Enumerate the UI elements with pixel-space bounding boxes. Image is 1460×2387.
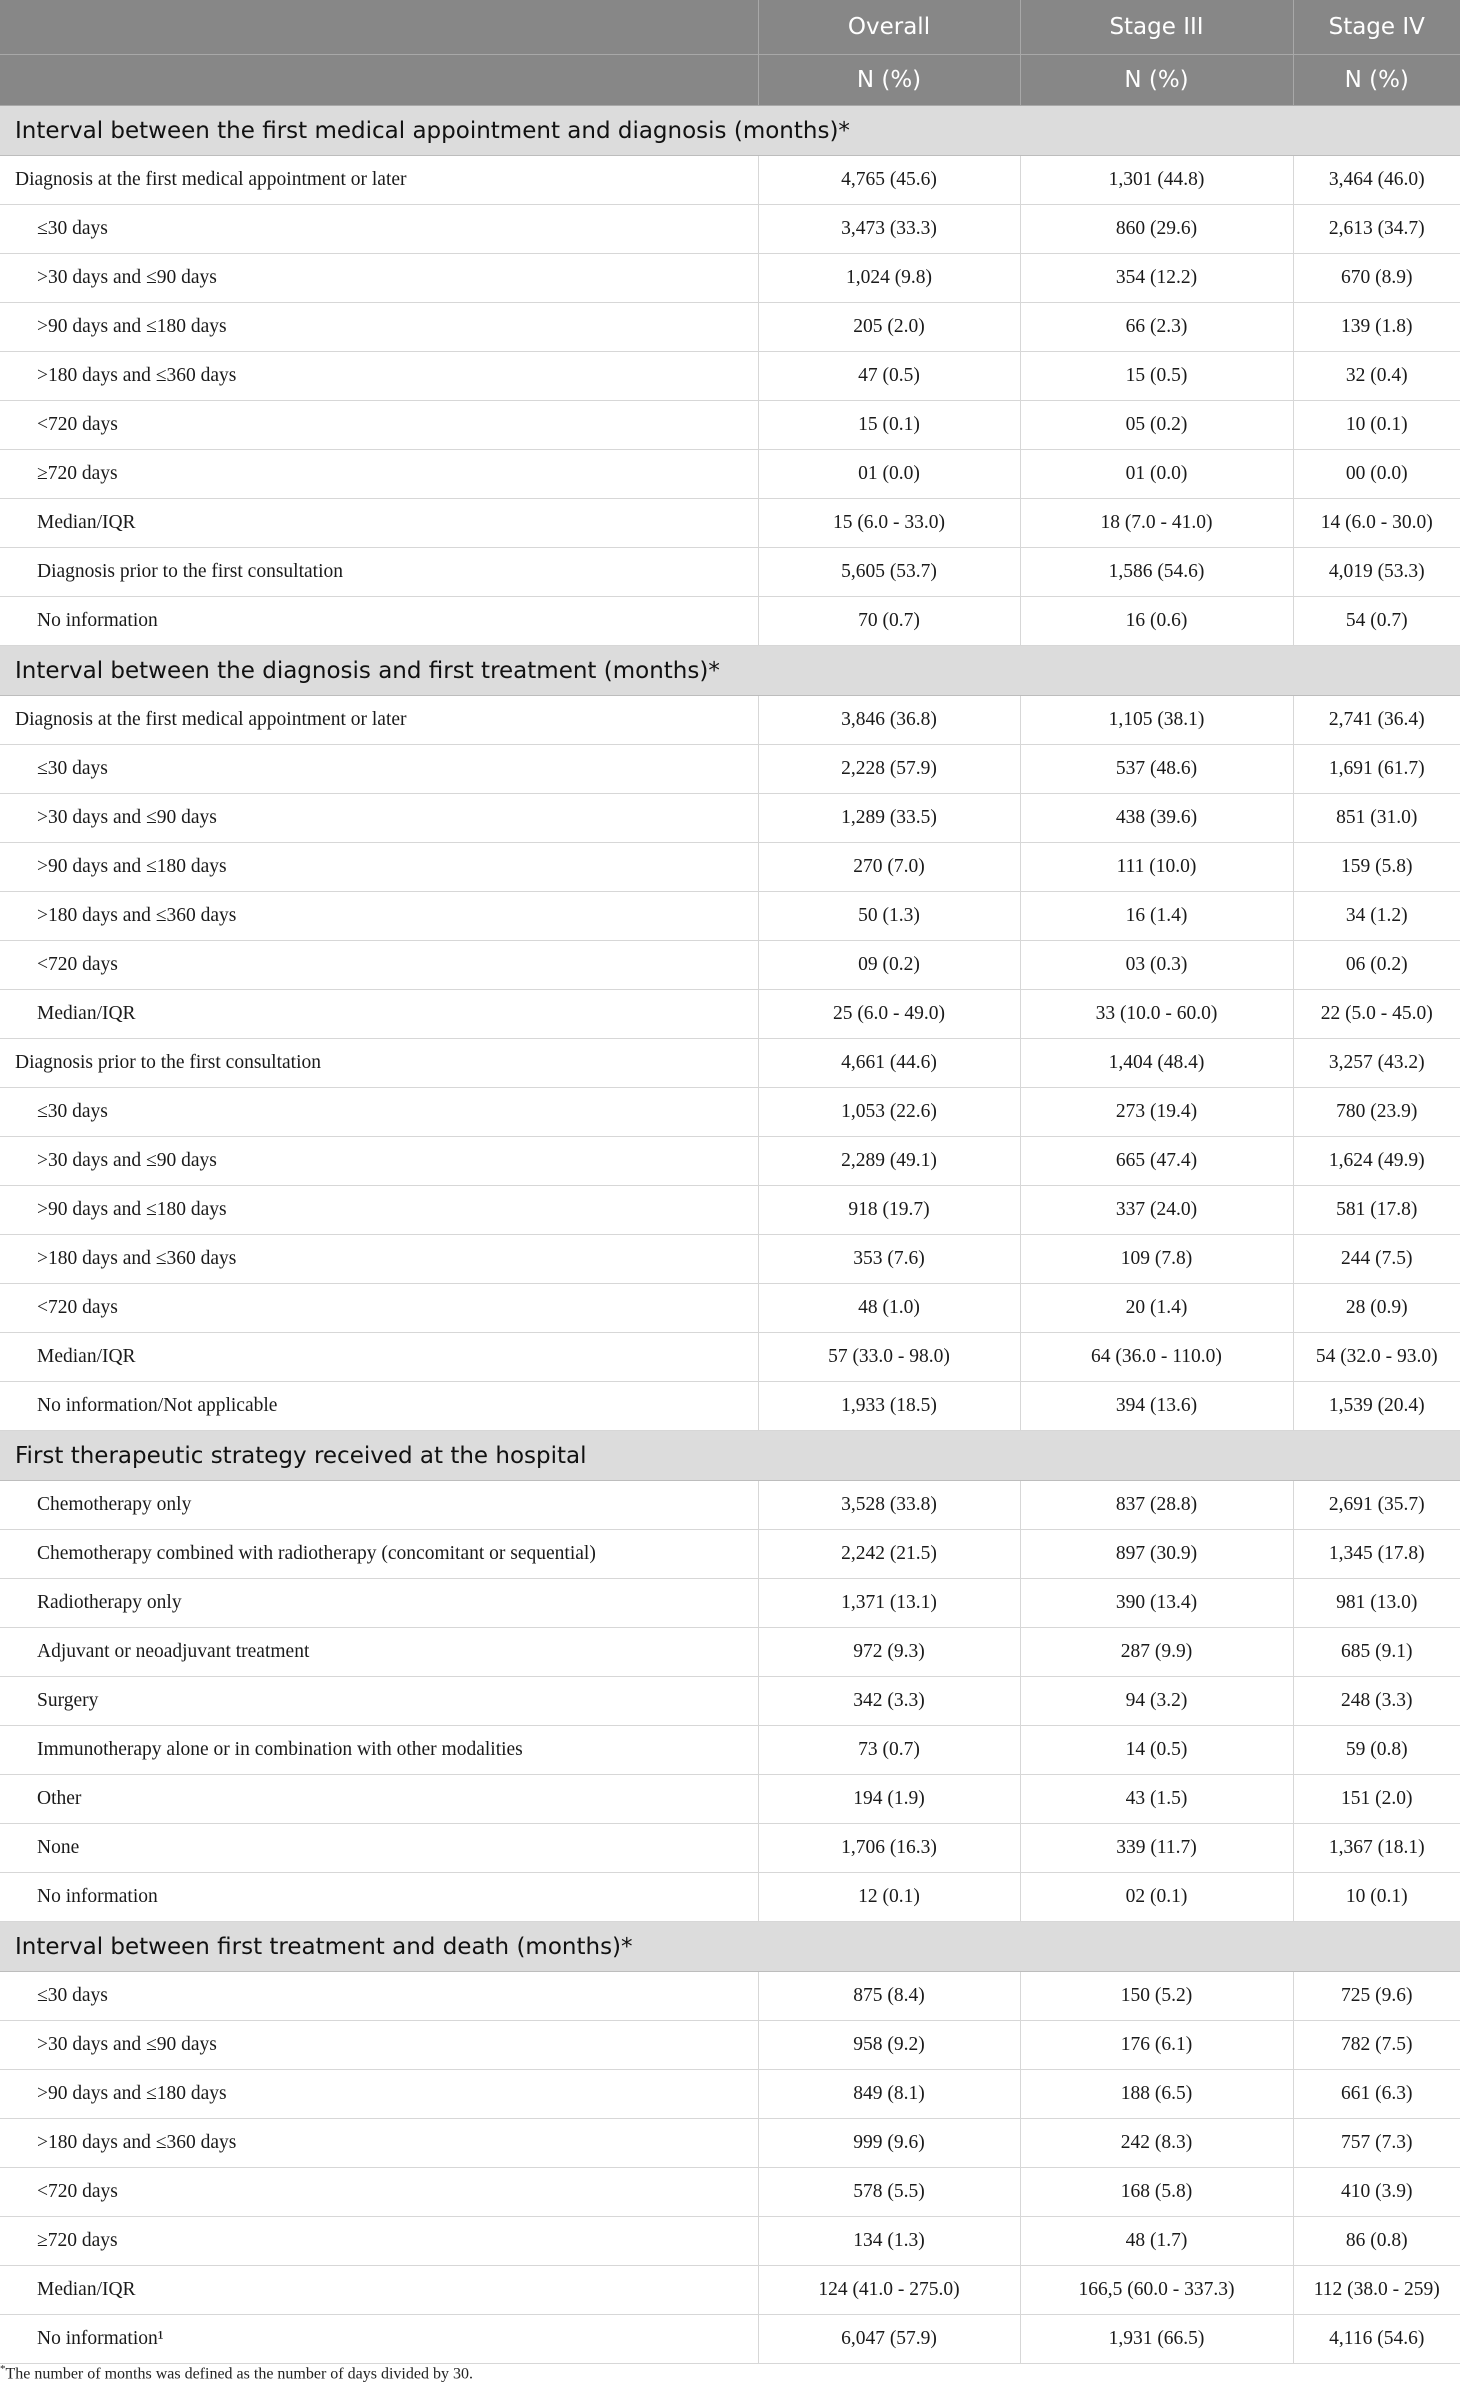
overall-value: 849 (8.1) bbox=[758, 2070, 1020, 2119]
stage-iv-value: 139 (1.8) bbox=[1293, 303, 1460, 352]
overall-value: 4,765 (45.6) bbox=[758, 156, 1020, 205]
overall-value: 270 (7.0) bbox=[758, 843, 1020, 892]
stage-iv-value: 2,691 (35.7) bbox=[1293, 1481, 1460, 1530]
stage-iii-value: 1,105 (38.1) bbox=[1020, 696, 1293, 745]
table-row bbox=[0, 205, 1460, 254]
overall-value: 09 (0.2) bbox=[758, 941, 1020, 990]
row-label: No information bbox=[0, 1873, 758, 1922]
stage-iii-value: 43 (1.5) bbox=[1020, 1775, 1293, 1824]
row-label: None bbox=[0, 1824, 758, 1873]
stage-iii-value: 390 (13.4) bbox=[1020, 1579, 1293, 1628]
header-cell-blank bbox=[0, 0, 758, 55]
row-label: >30 days and ≤90 days bbox=[0, 1137, 758, 1186]
row-label: ≥720 days bbox=[0, 450, 758, 499]
row-label: >180 days and ≤360 days bbox=[0, 2119, 758, 2168]
stage-iii-value: 94 (3.2) bbox=[1020, 1677, 1293, 1726]
row-label: >30 days and ≤90 days bbox=[0, 254, 758, 303]
table-row bbox=[0, 843, 1460, 892]
overall-value: 12 (0.1) bbox=[758, 1873, 1020, 1922]
table-row bbox=[0, 1186, 1460, 1235]
row-label: >90 days and ≤180 days bbox=[0, 843, 758, 892]
stage-iv-value: 3,257 (43.2) bbox=[1293, 1039, 1460, 1088]
row-label: ≥720 days bbox=[0, 2217, 758, 2266]
row-label: Diagnosis prior to the first consultation bbox=[0, 1039, 758, 1088]
stage-iv-value: 10 (0.1) bbox=[1293, 1873, 1460, 1922]
stage-iii-value: 897 (30.9) bbox=[1020, 1530, 1293, 1579]
stage-iii-value: 273 (19.4) bbox=[1020, 1088, 1293, 1137]
stage-iv-value: 00 (0.0) bbox=[1293, 450, 1460, 499]
subheader-overall: N (%) bbox=[758, 55, 1020, 106]
table-row bbox=[0, 450, 1460, 499]
row-label: Immunotherapy alone or in combination with other modalities bbox=[0, 1726, 758, 1775]
overall-value: 6,047 (57.9) bbox=[758, 2315, 1020, 2364]
footnote-marker: * bbox=[0, 2363, 6, 2375]
stage-iii-value: 33 (10.0 - 60.0) bbox=[1020, 990, 1293, 1039]
row-label: Diagnosis at the first medical appointment or later bbox=[0, 696, 758, 745]
overall-value: 3,528 (33.8) bbox=[758, 1481, 1020, 1530]
stage-iv-value: 112 (38.0 - 259) bbox=[1293, 2266, 1460, 2315]
row-label: >180 days and ≤360 days bbox=[0, 352, 758, 401]
overall-value: 958 (9.2) bbox=[758, 2021, 1020, 2070]
table-row bbox=[0, 1137, 1460, 1186]
overall-value: 2,289 (49.1) bbox=[758, 1137, 1020, 1186]
stage-iii-value: 64 (36.0 - 110.0) bbox=[1020, 1333, 1293, 1382]
overall-value: 1,706 (16.3) bbox=[758, 1824, 1020, 1873]
row-label: >30 days and ≤90 days bbox=[0, 2021, 758, 2070]
row-label: ≤30 days bbox=[0, 745, 758, 794]
stage-iii-value: 03 (0.3) bbox=[1020, 941, 1293, 990]
table-row bbox=[0, 156, 1460, 205]
footnote-text: The number of months was defined as the number of days divided by 30. bbox=[5, 2365, 473, 2383]
table-row bbox=[0, 597, 1460, 646]
overall-value: 1,933 (18.5) bbox=[758, 1382, 1020, 1431]
table-row bbox=[0, 1333, 1460, 1382]
stage-iii-value: 1,404 (48.4) bbox=[1020, 1039, 1293, 1088]
row-label: ≤30 days bbox=[0, 1088, 758, 1137]
stage-iii-value: 438 (39.6) bbox=[1020, 794, 1293, 843]
row-label: Median/IQR bbox=[0, 2266, 758, 2315]
stage-iii-value: 66 (2.3) bbox=[1020, 303, 1293, 352]
table-row bbox=[0, 2021, 1460, 2070]
stage-iv-value: 151 (2.0) bbox=[1293, 1775, 1460, 1824]
row-label: Adjuvant or neoadjuvant treatment bbox=[0, 1628, 758, 1677]
stage-iv-value: 2,741 (36.4) bbox=[1293, 696, 1460, 745]
stage-iii-value: 18 (7.0 - 41.0) bbox=[1020, 499, 1293, 548]
row-label: >180 days and ≤360 days bbox=[0, 1235, 758, 1284]
stage-iii-value: 665 (47.4) bbox=[1020, 1137, 1293, 1186]
stage-iv-value: 06 (0.2) bbox=[1293, 941, 1460, 990]
stage-iv-value: 4,019 (53.3) bbox=[1293, 548, 1460, 597]
stage-iv-value: 28 (0.9) bbox=[1293, 1284, 1460, 1333]
overall-value: 57 (33.0 - 98.0) bbox=[758, 1333, 1020, 1382]
table-row bbox=[0, 696, 1460, 745]
table-row bbox=[0, 2217, 1460, 2266]
section-header-row bbox=[0, 1922, 1460, 1972]
stage-iii-value: 1,301 (44.8) bbox=[1020, 156, 1293, 205]
overall-value: 205 (2.0) bbox=[758, 303, 1020, 352]
row-label: Median/IQR bbox=[0, 990, 758, 1039]
overall-value: 50 (1.3) bbox=[758, 892, 1020, 941]
table-row bbox=[0, 745, 1460, 794]
section-header-row bbox=[0, 1431, 1460, 1481]
table-row bbox=[0, 1039, 1460, 1088]
table-row bbox=[0, 1824, 1460, 1873]
table-row bbox=[0, 1726, 1460, 1775]
row-label: Surgery bbox=[0, 1677, 758, 1726]
stage-iii-value: 242 (8.3) bbox=[1020, 2119, 1293, 2168]
stage-iii-value: 394 (13.6) bbox=[1020, 1382, 1293, 1431]
row-label: No information/Not applicable bbox=[0, 1382, 758, 1431]
stage-iv-value: 248 (3.3) bbox=[1293, 1677, 1460, 1726]
stage-iii-value: 168 (5.8) bbox=[1020, 2168, 1293, 2217]
row-label: Other bbox=[0, 1775, 758, 1824]
stage-iv-value: 4,116 (54.6) bbox=[1293, 2315, 1460, 2364]
stage-iii-value: 48 (1.7) bbox=[1020, 2217, 1293, 2266]
stage-iii-value: 188 (6.5) bbox=[1020, 2070, 1293, 2119]
row-label: >90 days and ≤180 days bbox=[0, 2070, 758, 2119]
footnote bbox=[0, 2363, 473, 2383]
stage-iii-value: 339 (11.7) bbox=[1020, 1824, 1293, 1873]
stage-iii-value: 837 (28.8) bbox=[1020, 1481, 1293, 1530]
stage-iv-value: 581 (17.8) bbox=[1293, 1186, 1460, 1235]
overall-value: 15 (6.0 - 33.0) bbox=[758, 499, 1020, 548]
table-row bbox=[0, 303, 1460, 352]
table-body bbox=[0, 106, 1460, 2364]
stage-iii-value: 166,5 (60.0 - 337.3) bbox=[1020, 2266, 1293, 2315]
overall-value: 972 (9.3) bbox=[758, 1628, 1020, 1677]
row-label: ≤30 days bbox=[0, 205, 758, 254]
stage-iii-value: 16 (1.4) bbox=[1020, 892, 1293, 941]
header-stage-iv: Stage IV bbox=[1293, 0, 1460, 55]
stage-iii-value: 02 (0.1) bbox=[1020, 1873, 1293, 1922]
overall-value: 918 (19.7) bbox=[758, 1186, 1020, 1235]
overall-value: 1,371 (13.1) bbox=[758, 1579, 1020, 1628]
stage-iv-value: 159 (5.8) bbox=[1293, 843, 1460, 892]
stage-iv-value: 1,691 (61.7) bbox=[1293, 745, 1460, 794]
overall-value: 73 (0.7) bbox=[758, 1726, 1020, 1775]
stage-iv-value: 32 (0.4) bbox=[1293, 352, 1460, 401]
table-row bbox=[0, 1530, 1460, 1579]
stage-iii-value: 150 (5.2) bbox=[1020, 1972, 1293, 2021]
overall-value: 875 (8.4) bbox=[758, 1972, 1020, 2021]
stage-iii-value: 337 (24.0) bbox=[1020, 1186, 1293, 1235]
overall-value: 4,661 (44.6) bbox=[758, 1039, 1020, 1088]
overall-value: 15 (0.1) bbox=[758, 401, 1020, 450]
stage-iv-value: 2,613 (34.7) bbox=[1293, 205, 1460, 254]
row-label: <720 days bbox=[0, 1284, 758, 1333]
stage-iii-value: 176 (6.1) bbox=[1020, 2021, 1293, 2070]
table-row bbox=[0, 2266, 1460, 2315]
table-row bbox=[0, 352, 1460, 401]
stage-iv-value: 757 (7.3) bbox=[1293, 2119, 1460, 2168]
overall-value: 2,242 (21.5) bbox=[758, 1530, 1020, 1579]
table-row bbox=[0, 941, 1460, 990]
row-label: <720 days bbox=[0, 401, 758, 450]
overall-value: 3,846 (36.8) bbox=[758, 696, 1020, 745]
stage-iv-value: 410 (3.9) bbox=[1293, 2168, 1460, 2217]
table-row bbox=[0, 990, 1460, 1039]
stage-iii-value: 01 (0.0) bbox=[1020, 450, 1293, 499]
table-row bbox=[0, 2070, 1460, 2119]
stage-iv-value: 1,539 (20.4) bbox=[1293, 1382, 1460, 1431]
header-stage-iii: Stage III bbox=[1020, 0, 1293, 55]
stage-iv-value: 3,464 (46.0) bbox=[1293, 156, 1460, 205]
row-label: Diagnosis at the first medical appointment or later bbox=[0, 156, 758, 205]
row-label: Median/IQR bbox=[0, 499, 758, 548]
stage-iv-value: 86 (0.8) bbox=[1293, 2217, 1460, 2266]
stage-iii-value: 109 (7.8) bbox=[1020, 1235, 1293, 1284]
table-row bbox=[0, 1235, 1460, 1284]
stage-iv-value: 10 (0.1) bbox=[1293, 401, 1460, 450]
overall-value: 25 (6.0 - 49.0) bbox=[758, 990, 1020, 1039]
table-row bbox=[0, 1579, 1460, 1628]
stage-iv-value: 782 (7.5) bbox=[1293, 2021, 1460, 2070]
stage-iv-value: 981 (13.0) bbox=[1293, 1579, 1460, 1628]
table-row bbox=[0, 1972, 1460, 2021]
stage-iv-value: 780 (23.9) bbox=[1293, 1088, 1460, 1137]
table-row bbox=[0, 401, 1460, 450]
table-row bbox=[0, 2315, 1460, 2364]
row-label: Chemotherapy combined with radiotherapy (concomitant or sequential) bbox=[0, 1530, 758, 1579]
stage-iii-value: 15 (0.5) bbox=[1020, 352, 1293, 401]
row-label: Radiotherapy only bbox=[0, 1579, 758, 1628]
section-header-row bbox=[0, 106, 1460, 156]
section-title: Interval between the diagnosis and first treatment (months)* bbox=[0, 646, 1460, 696]
stage-iv-value: 22 (5.0 - 45.0) bbox=[1293, 990, 1460, 1039]
overall-value: 134 (1.3) bbox=[758, 2217, 1020, 2266]
section-title: First therapeutic strategy received at the hospital bbox=[0, 1431, 1460, 1481]
stage-iii-value: 1,586 (54.6) bbox=[1020, 548, 1293, 597]
subheader-stage-iii: N (%) bbox=[1020, 55, 1293, 106]
overall-value: 1,289 (33.5) bbox=[758, 794, 1020, 843]
section-title: Interval between the first medical appointment and diagnosis (months)* bbox=[0, 106, 1460, 156]
table-row bbox=[0, 1481, 1460, 1530]
stage-iv-value: 661 (6.3) bbox=[1293, 2070, 1460, 2119]
stage-iv-value: 59 (0.8) bbox=[1293, 1726, 1460, 1775]
table-row bbox=[0, 2119, 1460, 2168]
overall-value: 70 (0.7) bbox=[758, 597, 1020, 646]
table-row bbox=[0, 1628, 1460, 1677]
overall-value: 01 (0.0) bbox=[758, 450, 1020, 499]
table-row bbox=[0, 1284, 1460, 1333]
table-row bbox=[0, 1873, 1460, 1922]
stage-iii-value: 20 (1.4) bbox=[1020, 1284, 1293, 1333]
overall-value: 1,024 (9.8) bbox=[758, 254, 1020, 303]
row-label: >90 days and ≤180 days bbox=[0, 303, 758, 352]
row-label: <720 days bbox=[0, 941, 758, 990]
stage-iv-value: 1,367 (18.1) bbox=[1293, 1824, 1460, 1873]
table-row bbox=[0, 499, 1460, 548]
table-row bbox=[0, 1382, 1460, 1431]
overall-value: 1,053 (22.6) bbox=[758, 1088, 1020, 1137]
stage-iv-value: 54 (0.7) bbox=[1293, 597, 1460, 646]
stage-iv-value: 725 (9.6) bbox=[1293, 1972, 1460, 2021]
overall-value: 48 (1.0) bbox=[758, 1284, 1020, 1333]
header-overall: Overall bbox=[758, 0, 1020, 55]
overall-value: 47 (0.5) bbox=[758, 352, 1020, 401]
overall-value: 3,473 (33.3) bbox=[758, 205, 1020, 254]
row-label: No information bbox=[0, 597, 758, 646]
overall-value: 5,605 (53.7) bbox=[758, 548, 1020, 597]
overall-value: 999 (9.6) bbox=[758, 2119, 1020, 2168]
overall-value: 2,228 (57.9) bbox=[758, 745, 1020, 794]
table-row bbox=[0, 2168, 1460, 2217]
overall-value: 342 (3.3) bbox=[758, 1677, 1020, 1726]
table-row bbox=[0, 1775, 1460, 1824]
table-row bbox=[0, 1677, 1460, 1726]
overall-value: 578 (5.5) bbox=[758, 2168, 1020, 2217]
section-title: Interval between first treatment and death (months)* bbox=[0, 1922, 1460, 1972]
subheader-stage-iv: N (%) bbox=[1293, 55, 1460, 106]
row-label: Diagnosis prior to the first consultation bbox=[0, 548, 758, 597]
stage-iv-value: 1,624 (49.9) bbox=[1293, 1137, 1460, 1186]
stage-iii-value: 1,931 (66.5) bbox=[1020, 2315, 1293, 2364]
stage-iii-value: 860 (29.6) bbox=[1020, 205, 1293, 254]
row-label: No information¹ bbox=[0, 2315, 758, 2364]
overall-value: 124 (41.0 - 275.0) bbox=[758, 2266, 1020, 2315]
table-row bbox=[0, 1088, 1460, 1137]
row-label: <720 days bbox=[0, 2168, 758, 2217]
table-row bbox=[0, 254, 1460, 303]
stage-iii-value: 14 (0.5) bbox=[1020, 1726, 1293, 1775]
overall-value: 353 (7.6) bbox=[758, 1235, 1020, 1284]
row-label: Chemotherapy only bbox=[0, 1481, 758, 1530]
stage-iv-value: 670 (8.9) bbox=[1293, 254, 1460, 303]
stage-iv-value: 54 (32.0 - 93.0) bbox=[1293, 1333, 1460, 1382]
overall-value: 194 (1.9) bbox=[758, 1775, 1020, 1824]
table-row bbox=[0, 548, 1460, 597]
section-header-row bbox=[0, 646, 1460, 696]
stage-iii-value: 16 (0.6) bbox=[1020, 597, 1293, 646]
table-row bbox=[0, 892, 1460, 941]
stage-iii-value: 287 (9.9) bbox=[1020, 1628, 1293, 1677]
row-label: >90 days and ≤180 days bbox=[0, 1186, 758, 1235]
stage-iv-value: 244 (7.5) bbox=[1293, 1235, 1460, 1284]
stage-iii-value: 537 (48.6) bbox=[1020, 745, 1293, 794]
stage-iv-value: 851 (31.0) bbox=[1293, 794, 1460, 843]
stage-iv-value: 14 (6.0 - 30.0) bbox=[1293, 499, 1460, 548]
row-label: >30 days and ≤90 days bbox=[0, 794, 758, 843]
stage-iv-value: 685 (9.1) bbox=[1293, 1628, 1460, 1677]
stage-iii-value: 05 (0.2) bbox=[1020, 401, 1293, 450]
row-label: ≤30 days bbox=[0, 1972, 758, 2021]
table-header bbox=[0, 0, 1460, 106]
row-label: >180 days and ≤360 days bbox=[0, 892, 758, 941]
subheader-cell-blank bbox=[0, 55, 758, 106]
stage-iii-value: 354 (12.2) bbox=[1020, 254, 1293, 303]
stage-iv-value: 1,345 (17.8) bbox=[1293, 1530, 1460, 1579]
table-row bbox=[0, 794, 1460, 843]
stage-iii-value: 111 (10.0) bbox=[1020, 843, 1293, 892]
stage-iv-value: 34 (1.2) bbox=[1293, 892, 1460, 941]
row-label: Median/IQR bbox=[0, 1333, 758, 1382]
